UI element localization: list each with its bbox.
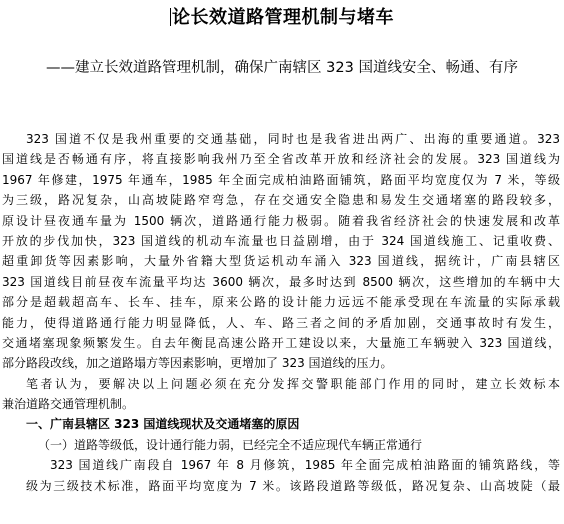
text-line: 323 国道不仅是我州重要的交通基础，同时也是我省进出两广、出海的重要通道。323 <box>26 132 560 146</box>
document-subtitle: ——建立长效道路管理机制，确保广南辖区 323 国道线安全、畅通、有序 <box>46 60 518 76</box>
document-body <box>2 129 560 496</box>
paragraph-2 <box>2 374 560 415</box>
text-line: 兼治道路交通管理机制。 <box>2 397 135 412</box>
document-title: 论长效道路管理机制与堵车 <box>172 7 394 28</box>
subsection-heading: （一）道路等级低，设计通行能力弱，已经完全不适应现代车辆正常通行 <box>38 437 423 452</box>
text-line: 交通堵塞现象频繁发生。自去年衡昆高速公路开工建设以来，大量施工车辆驶入 323 国道线， <box>2 335 560 350</box>
text-line: 级为三级技术标准，路面平均宽度为 7 米。该路段道路等级低，路况复杂、山高坡陡（最 <box>26 478 560 493</box>
text-line: 超重卸货等因素影响，大量外省籍大型货运机动车涌入 323 国道线，据统计，广南县辖区 <box>2 254 560 269</box>
text-line: 原设计昼夜通车量为 1500 辆次，道路通行能力极弱。随着我省经济社会的快速发展和改革 <box>2 213 560 228</box>
text-line: 323 国道线广南段自 1967 年 8 月修筑，1985 年全面完成柏油路面的铺筑路线，等 <box>50 458 560 473</box>
text-line: 为三级，路况复杂，山高坡陡路窄弯急，存在交通安全隐患和易发生交通堵塞的路段较多， <box>2 193 560 208</box>
text-line: 部分路段改线，加之道路塌方等因素影响，更增加了 323 国道线的压力。 <box>2 356 393 371</box>
section-heading: 一、广南县辖区 323 国道线现状及交通堵塞的原因 <box>26 417 300 432</box>
text-line: 部分是超载超高车、长车、挂车，原来公路的设计能力远远不能承受现在车流量的实际承载 <box>2 295 560 310</box>
text-line: 能力，使得道路通行能力明显降低，人、车、路三者之间的矛盾加剧，交通事故时有发生， <box>2 315 560 330</box>
text-line: 笔者认为，要解决以上问题必须在充分发挥交警职能部门作用的同时，建立长效标本 <box>26 376 560 391</box>
text-line: 1967 年修建，1975 年通车，1985 年全面完成柏油路面铺筑，路面平均宽度仅为 7 米，等级 <box>2 172 560 187</box>
text-line: 323 国道线目前昼夜车流量平均达 3600 辆次，最多时达到 8500 辆次，这些增加的车辆中大 <box>2 274 560 289</box>
text-line: 国道线是否畅通有序，将直接影响我州乃至全省改革开放和经济社会的发展。323 国道线为 <box>2 152 560 167</box>
paragraph-1 <box>2 129 560 374</box>
text-cursor <box>170 8 171 26</box>
paragraph-3 <box>2 455 560 496</box>
document-title-row <box>0 7 564 29</box>
text-line: 开放的步伐加快，323 国道线的机动车流量也日益剧增，由于 324 国道线施工、记重收费、 <box>2 233 560 248</box>
